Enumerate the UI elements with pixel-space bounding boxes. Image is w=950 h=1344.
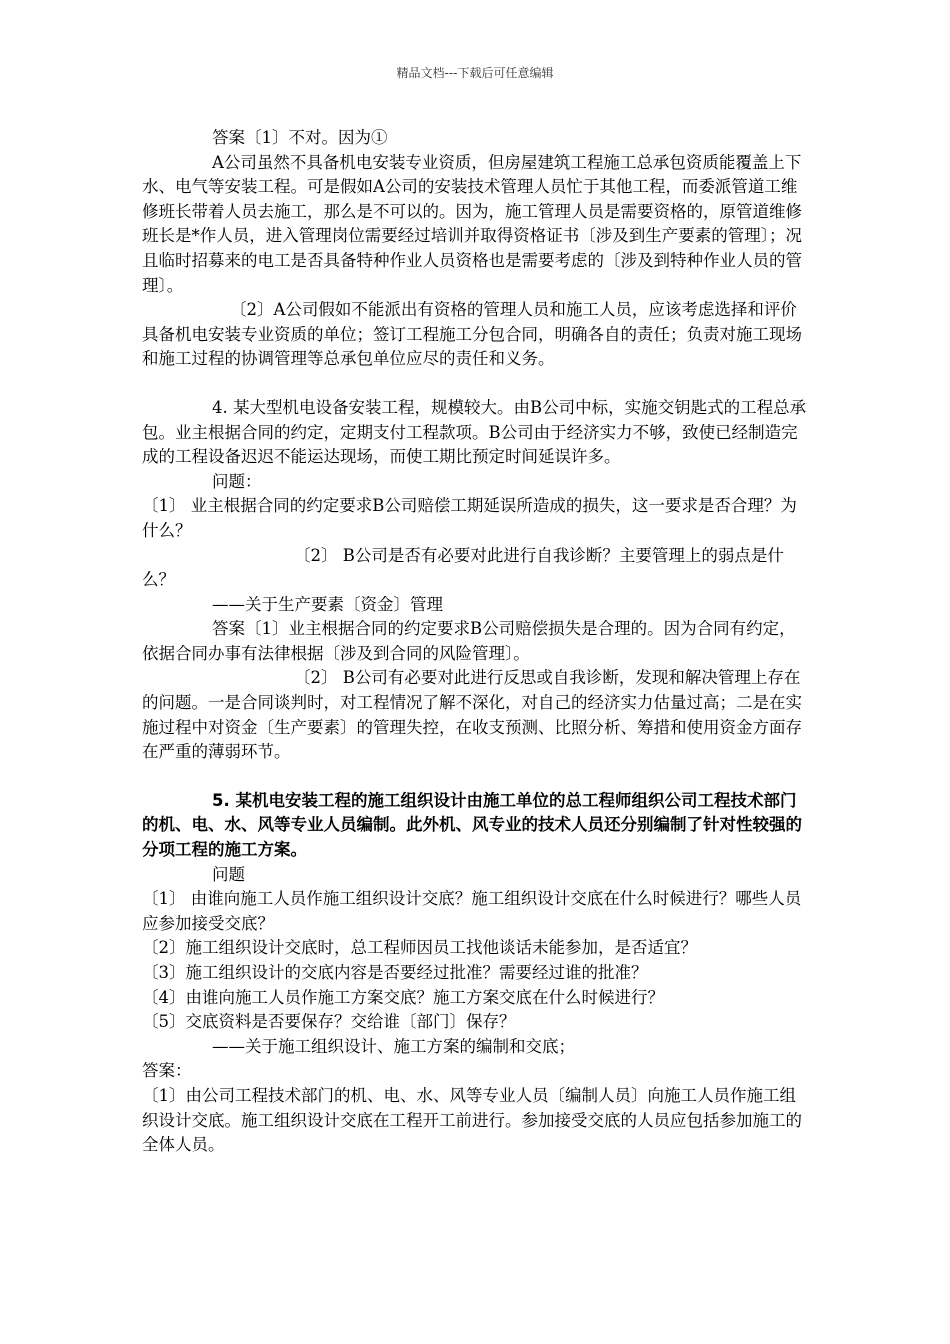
paragraph-gap xyxy=(142,765,812,789)
question-5-paragraph: 5. 某机电安装工程的施工组织设计由施工单位的总工程师组织公司工程技术部门的机、电、水、风等专业人员编制。此外机、风专业的技术人员还分别编制了针对性较强的分项工程的施工方案。 xyxy=(142,790,802,860)
answer-1-paragraph: A公司虽然不具备机电安装专业资质，但房屋建筑工程施工总承包资质能覆盖上下水、电气等安装工程。可是假如A公司的安装技术管理人员忙于其他工程，而委派管道工维修班长带着人员去施工，那么是不可以的。因为，施工管理人员是需要资格的，原管道维修班长是*作人员，进入管理岗位需要经过培训并取得资格证书〔涉及到生产要素的管理〕；况且临时招募来的电工是否具备特种作业人员资格也是需要考虑的〔涉及到特种作业人员的管理〕。 xyxy=(142,152,802,295)
questions-label: 问题： xyxy=(212,471,262,491)
document-body xyxy=(142,126,812,1158)
question-5-4: 〔4〕由谁向施工人员作施工方案交底？施工方案交底在什么时候进行？ xyxy=(142,987,664,1007)
answer-4-2: 〔2〕 B公司有必要对此进行反思或自我诊断，发现和解决管理上存在的问题。一是合同谈判时，对工程情况了解不深化，对自己的经济实力估量过高；二是在实施过程中对资金〔生产要素〕的管理失控，在收支预测、比照分析、筹措和使用资金方面存在严重的薄弱环节。 xyxy=(142,668,802,762)
answer-1-heading: 答案〔1〕不对。因为① xyxy=(212,128,388,147)
question-5-1: 〔1〕 由谁向施工人员作施工组织设计交底？施工组织设计交底在什么时候进行？哪些人员应参加接受交底？ xyxy=(142,889,802,933)
question-4-paragraph: 4. 某大型机电设备安装工程，规模较大。由B公司中标，实施交钥匙式的工程总承包。业主根据合同的约定，定期支付工程款项。B公司由于经济实力不够，致使已经制造完成的工程设备迟迟不能运达现场，而使工期比预定时间延误许多。 xyxy=(142,397,807,467)
answer-label: 答案： xyxy=(142,1061,192,1081)
question-5-2: 〔2〕施工组织设计交底时，总工程师因员工找他谈话未能参加，是否适宜？ xyxy=(142,938,697,958)
answer-5-1: 〔1〕由公司工程技术部门的机、电、水、风等专业人员〔编制人员〕向施工人员作施工组织设计交底。施工组织设计交底在工程开工前进行。参加接受交底的人员应包括参加施工的全体人员。 xyxy=(142,1085,802,1155)
question-4-1: 〔1〕 业主根据合同的约定要求B公司赔偿工期延误所造成的损失，这一要求是否合理？为什么？ xyxy=(142,496,797,540)
page-header: 精品文档---下载后可任意编辑 xyxy=(396,66,554,80)
answer-2-paragraph: 〔2〕A公司假如不能派出有资格的管理人员和施工人员，应该考虑选择和评价具备机电安装专业资质的单位；签订工程施工分包合同，明确各自的责任；负责对施工现场和施工过程的协调管理等总承包单位应尽的责任和义务。 xyxy=(142,300,802,369)
questions-label-5: 问题 xyxy=(212,864,245,884)
question-5-3: 〔3〕施工组织设计的交底内容是否要经过批准？需要经过谁的批准？ xyxy=(142,963,648,982)
topic-note-design: ——关于施工组织设计、施工方案的编制和交底； xyxy=(212,1036,575,1056)
answer-4-1: 答案〔1〕业主根据合同的约定要求B公司赔偿损失是合理的。因为合同有约定，依据合同办事有法律根据〔涉及到合同的风险管理〕。 xyxy=(142,619,796,663)
paragraph-gap xyxy=(142,372,812,396)
question-4-2: 〔2〕 B公司是否有必要对此进行自我诊断？主要管理上的弱点是什么？ xyxy=(142,545,784,590)
topic-note-capital: ——关于生产要素〔资金〕管理 xyxy=(212,594,443,614)
question-5-5: 〔5〕交底资料是否要保存？交给谁〔部门〕保存？ xyxy=(142,1012,516,1032)
